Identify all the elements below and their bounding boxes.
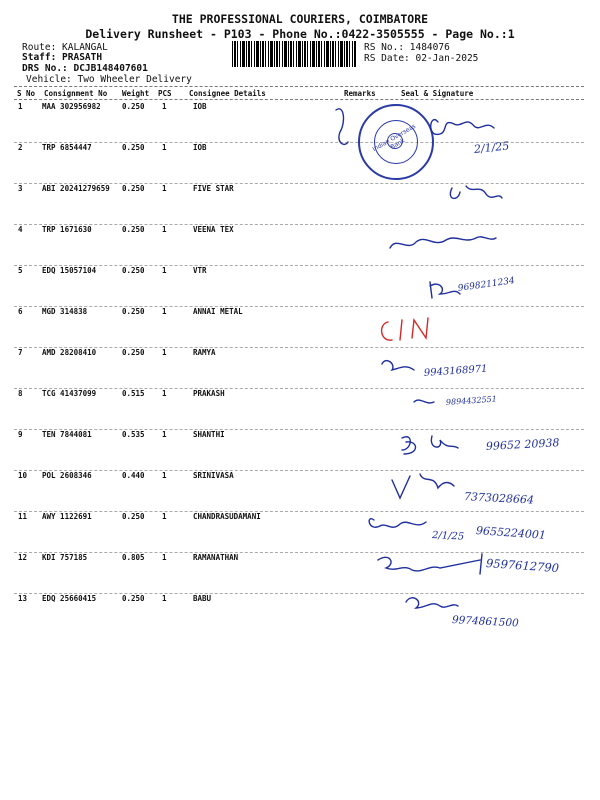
cell-sno: 13 bbox=[18, 594, 28, 603]
cell-sno: 10 bbox=[18, 471, 28, 480]
cell-pcs: 1 bbox=[162, 594, 167, 603]
cell-weight: 0.250 bbox=[122, 348, 145, 357]
cell-pcs: 1 bbox=[162, 430, 167, 439]
rs-number: RS No.: 1484076 bbox=[364, 42, 450, 53]
cell-pcs: 1 bbox=[162, 225, 167, 234]
cell-consignee: RAMYA bbox=[193, 348, 216, 357]
cell-sno: 8 bbox=[18, 389, 23, 398]
signature-row11 bbox=[369, 519, 426, 527]
cell-consignee: SRINIVASA bbox=[193, 471, 234, 480]
signature-row6-red bbox=[382, 318, 428, 340]
rs-date: RS Date: 02-Jan-2025 bbox=[364, 53, 479, 64]
col-remarks: Remarks bbox=[344, 89, 376, 98]
cell-consignee: SHANTHI bbox=[193, 430, 225, 439]
cell-weight: 0.440 bbox=[122, 471, 145, 480]
cell-consignee: ANNAI METAL bbox=[193, 307, 243, 316]
cell-weight: 0.515 bbox=[122, 389, 145, 398]
col-pcs: PCS bbox=[158, 89, 172, 98]
cell-weight: 0.250 bbox=[122, 143, 145, 152]
cell-consignment: AWY 1122691 bbox=[42, 512, 92, 521]
cell-pcs: 1 bbox=[162, 471, 167, 480]
cell-sno: 7 bbox=[18, 348, 23, 357]
cell-sno: 4 bbox=[18, 225, 23, 234]
cell-weight: 0.250 bbox=[122, 184, 145, 193]
cell-sno: 11 bbox=[18, 512, 28, 521]
handwritten-phone-row9: 99652 20938 bbox=[485, 436, 560, 453]
signature-row7 bbox=[382, 361, 414, 370]
signature-row5 bbox=[430, 282, 460, 298]
cell-pcs: 1 bbox=[162, 512, 167, 521]
signature-row9 bbox=[402, 436, 458, 454]
cell-consignee: VEENA TEX bbox=[193, 225, 234, 234]
drs-number: DRS No.: DCJB148407601 bbox=[22, 63, 148, 74]
signature-row3 bbox=[450, 186, 502, 198]
cell-consignment: ABI 20241279659 bbox=[42, 184, 110, 193]
cell-pcs: 1 bbox=[162, 389, 167, 398]
staff-label: Staff: PRASATH bbox=[22, 52, 103, 63]
col-consignment: Consignment No bbox=[44, 89, 108, 98]
cell-pcs: 1 bbox=[162, 102, 167, 111]
cell-sno: 6 bbox=[18, 307, 23, 316]
runsheet-title: Delivery Runsheet - P103 - Phone No.:0422-3505555 - Page No.:1 bbox=[85, 27, 515, 41]
cell-consignment: MAA 302956982 bbox=[42, 102, 101, 111]
cell-weight: 0.805 bbox=[122, 553, 145, 562]
signature-row4 bbox=[390, 237, 496, 248]
handwritten-phone-row11: 9655224001 bbox=[475, 524, 547, 542]
cell-pcs: 1 bbox=[162, 184, 167, 193]
cell-weight: 0.535 bbox=[122, 430, 145, 439]
signature-row1 bbox=[431, 120, 494, 135]
cell-consignment: TRP 1671630 bbox=[42, 225, 92, 234]
signature-row1-mark bbox=[336, 109, 348, 145]
handwritten-phone-row10: 7373028664 bbox=[463, 490, 535, 507]
cell-weight: 0.250 bbox=[122, 225, 145, 234]
handwritten-signatures bbox=[330, 102, 600, 622]
cell-pcs: 1 bbox=[162, 266, 167, 275]
cell-pcs: 1 bbox=[162, 553, 167, 562]
cell-pcs: 1 bbox=[162, 307, 167, 316]
handwritten-phone-row5: 9698211234 bbox=[457, 276, 516, 294]
col-weight: Weight bbox=[122, 89, 150, 98]
route-label: Route: KALANGAL bbox=[22, 42, 108, 53]
signature-row10 bbox=[392, 474, 454, 498]
cell-sno: 5 bbox=[18, 266, 23, 275]
vehicle-label: Vehicle: Two Wheeler Delivery bbox=[26, 74, 192, 85]
cell-consignment: MGD 314838 bbox=[42, 307, 88, 316]
cell-sno: 3 bbox=[18, 184, 23, 193]
handwritten-phone-row7: 9943168971 bbox=[423, 363, 488, 379]
cell-consignee: PRAKASH bbox=[193, 389, 225, 398]
cell-sno: 12 bbox=[18, 553, 28, 562]
cell-pcs: 1 bbox=[162, 348, 167, 357]
cell-consignee: RAMANATHAN bbox=[193, 553, 239, 562]
cell-consignee: IOB bbox=[193, 102, 207, 111]
cell-consignment: AMD 28208410 bbox=[42, 348, 97, 357]
col-sno: S No bbox=[17, 89, 36, 98]
cell-weight: 0.250 bbox=[122, 307, 145, 316]
cell-consignee: VTR bbox=[193, 266, 207, 275]
signature-row8 bbox=[414, 400, 434, 403]
cell-weight: 0.250 bbox=[122, 594, 145, 603]
col-consignee: Consignee Details bbox=[189, 89, 266, 98]
cell-sno: 2 bbox=[18, 143, 23, 152]
cell-consignment: KDI 757185 bbox=[42, 553, 88, 562]
cell-consignment: EDQ 25660415 bbox=[42, 594, 97, 603]
seal-text: Indian Overseas Bank bbox=[371, 122, 418, 154]
barcode bbox=[232, 41, 356, 67]
cell-weight: 0.250 bbox=[122, 102, 145, 111]
company-title: THE PROFESSIONAL COURIERS, COIMBATORE bbox=[171, 12, 429, 26]
signature-row12 bbox=[378, 554, 482, 574]
cell-sno: 1 bbox=[18, 102, 23, 111]
cell-consignee: FIVE STAR bbox=[193, 184, 234, 193]
cell-consignee: IOB bbox=[193, 143, 207, 152]
header-bottom-rule bbox=[14, 99, 584, 100]
signature-row13 bbox=[406, 598, 458, 608]
handwritten-phone-row13: 9974861500 bbox=[451, 614, 520, 630]
header-top-rule bbox=[14, 86, 584, 87]
cell-consignment: TRP 6854447 bbox=[42, 143, 92, 152]
cell-consignment: TEN 7844081 bbox=[42, 430, 92, 439]
cell-pcs: 1 bbox=[162, 143, 167, 152]
cell-consignee: BABU bbox=[193, 594, 212, 603]
cell-consignment: POL 2608346 bbox=[42, 471, 92, 480]
handwritten-phone-row12: 9597612790 bbox=[485, 556, 560, 576]
handwritten-date-row1: 2/1/25 bbox=[473, 139, 510, 156]
cell-sno: 9 bbox=[18, 430, 23, 439]
col-seal-signature: Seal & Signature bbox=[401, 89, 474, 98]
handwritten-date-row11: 2/1/25 bbox=[431, 530, 465, 543]
cell-consignment: EDQ 15057104 bbox=[42, 266, 97, 275]
handwritten-phone-row8: 9894432551 bbox=[445, 394, 498, 407]
cell-weight: 0.250 bbox=[122, 266, 145, 275]
cell-consignee: CHANDRASUDAMANI bbox=[193, 512, 261, 521]
cell-consignment: TCG 41437099 bbox=[42, 389, 97, 398]
cell-weight: 0.250 bbox=[122, 512, 145, 521]
